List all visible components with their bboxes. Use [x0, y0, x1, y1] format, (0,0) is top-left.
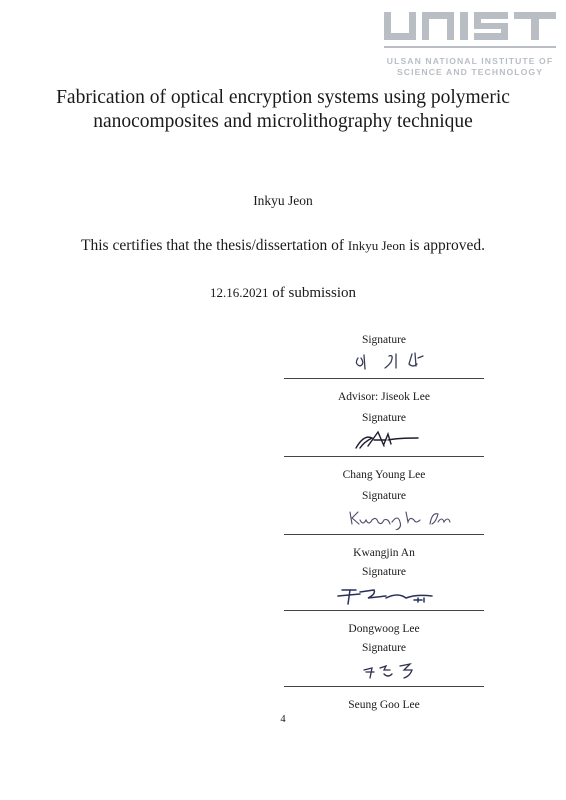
submission-date-suffix: of submission: [272, 285, 356, 301]
signature-label: Signature: [361, 642, 407, 654]
signature-block-5: [284, 640, 484, 713]
signature-line: [284, 456, 484, 457]
logo-subtitle-line2: SCIENCE AND TECHNOLOGY: [396, 67, 544, 77]
signature-block-advisor: [284, 332, 484, 405]
signature-line: [284, 610, 484, 611]
certification-statement: [0, 237, 566, 255]
certification-name: Inkyu Jeon: [347, 238, 406, 253]
signature-block-2: [284, 410, 484, 483]
signature-line: [284, 534, 484, 535]
signature-line: [284, 378, 484, 379]
unist-logo: [382, 10, 558, 78]
certification-prefix: This certifies that the thesis/dissertation of: [81, 237, 345, 254]
thesis-title: Fabrication of optical encryption systems using polymeric nanocomposites and microlithography technique: [56, 87, 510, 132]
signature-line: [284, 686, 484, 687]
signatory-name: Dongwoog Lee: [348, 623, 420, 635]
signature-label: Signature: [361, 412, 407, 424]
signatory-name: Kwangjin An: [353, 547, 415, 559]
signature-block-4: [284, 564, 484, 637]
logo-subtitle-line1: ULSAN NATIONAL INSTITUTE OF: [386, 56, 554, 66]
certification-suffix: is approved.: [409, 237, 485, 254]
signature-block-3: [284, 488, 484, 561]
signatory-name: Seung Goo Lee: [348, 699, 420, 711]
submission-date-value: 12.16.2021: [209, 285, 269, 300]
unist-wordmark-graphic: [382, 10, 558, 52]
handwritten-signature: [284, 426, 484, 452]
signature-label: Signature: [361, 566, 407, 578]
signatory-name: Advisor: Jiseok Lee: [338, 391, 430, 403]
handwritten-signature: [284, 504, 484, 530]
handwritten-signature: [284, 348, 484, 374]
signature-label: Signature: [361, 334, 407, 346]
signature-label: Signature: [361, 490, 407, 502]
page-number: 4: [280, 714, 286, 725]
handwritten-signature: [284, 656, 484, 682]
signatory-name: Chang Young Lee: [342, 469, 426, 481]
submission-date: [0, 285, 566, 302]
author-name: Inkyu Jeon: [253, 193, 313, 208]
handwritten-signature: [284, 580, 484, 606]
